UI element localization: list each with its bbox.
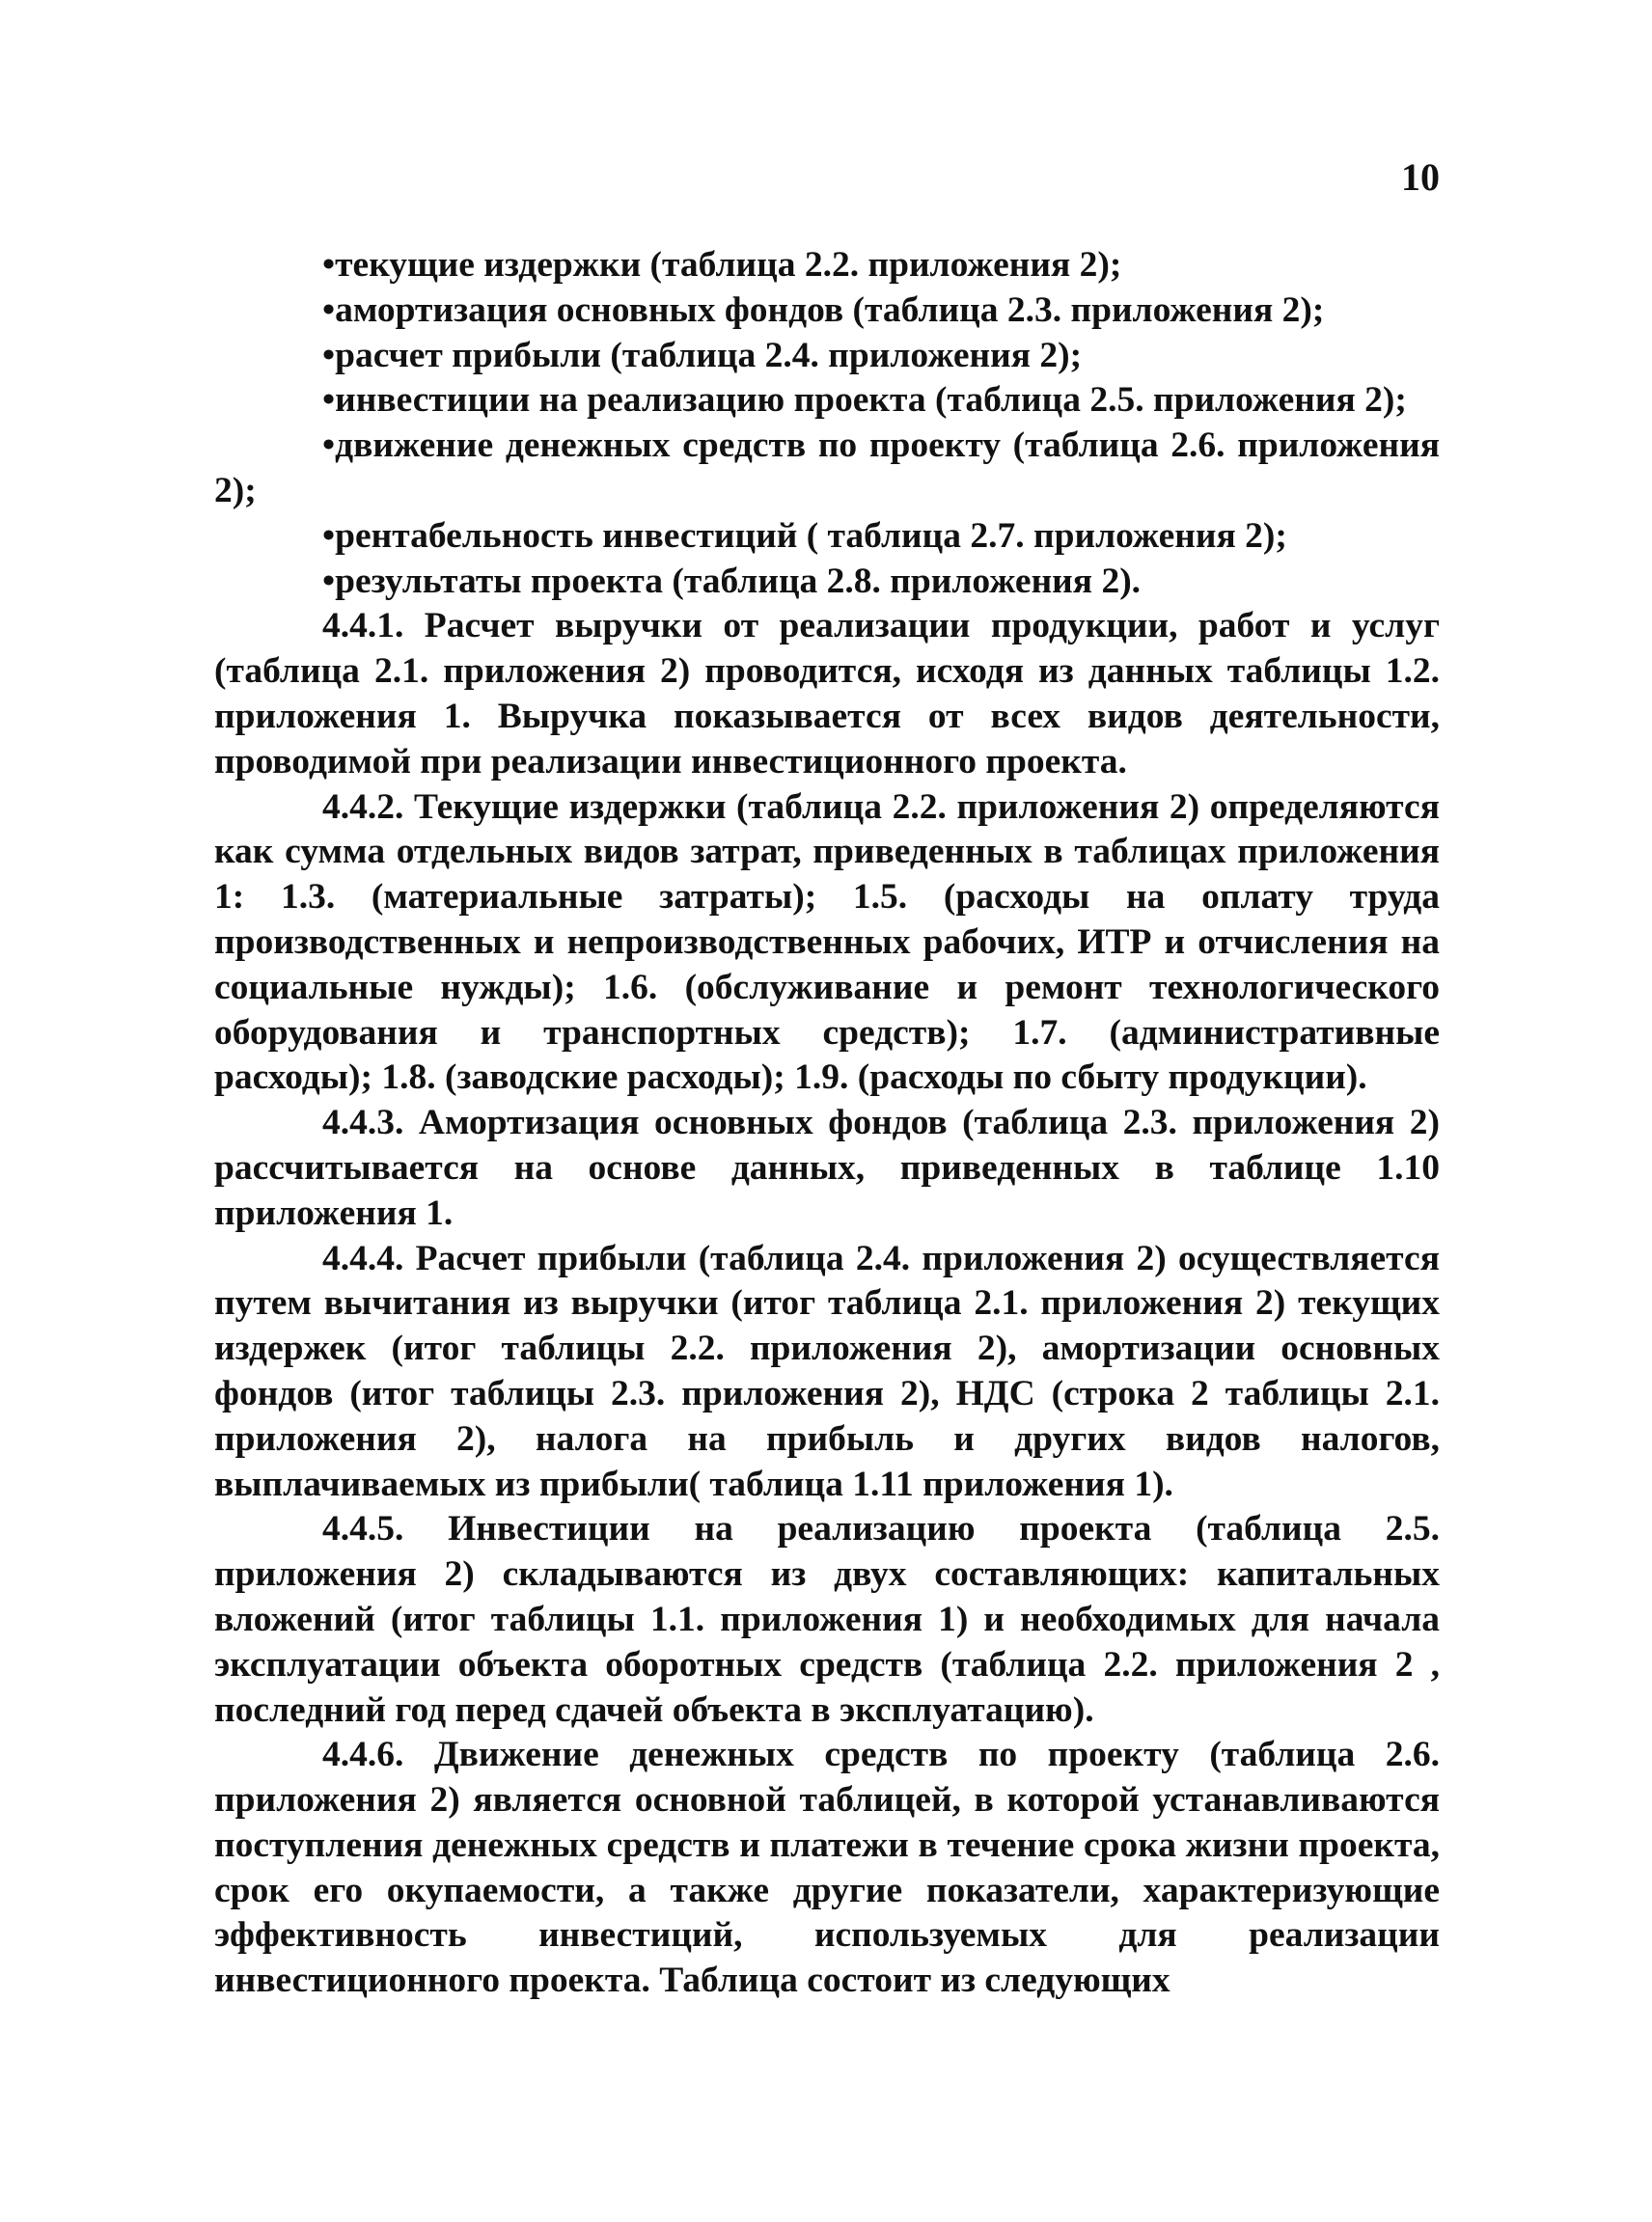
bullet-investments: •инвестиции на реализацию проекта (таблица 2.5. приложения 2); [322, 380, 1407, 421]
paragraph-4-4-1: 4.4.1. Расчет выручки от реализации продукции, работ и услуг (таблица 2.1. приложения 2) проводится, исходя из данных таблицы 1.2. приложения 1. Выручка показывается от всех видов деятельности, проводимой при реализации инвестиционного проекта. [214, 606, 1440, 782]
bullet-cash-flow: •движение денежных средств по проекту (таблица 2.6. приложения 2); [214, 425, 1440, 510]
bullet-profit-calculation: •расчет прибыли (таблица 2.4. приложения 2); [322, 335, 1083, 375]
document-body [214, 243, 1440, 2004]
bullet-profitability: •рентабельность инвестиций ( таблица 2.7. приложения 2); [322, 515, 1287, 556]
paragraph-4-4-4: 4.4.4. Расчет прибыли (таблица 2.4. приложения 2) осуществляется путем вычитания из выручки (итог таблица 2.1. приложения 2) текущих издержек (итог таблицы 2.2. приложения 2), амортизации основных фондов (итог таблицы 2.3. приложения 2), НДС (строка 2 таблицы 2.1. приложения 2), налога на прибыль и других видов налогов, выплачиваемых из прибыли( таблица 1.11 приложения 1). [214, 1238, 1440, 1504]
paragraph-4-4-6: 4.4.6. Движение денежных средств по проекту (таблица 2.6. приложения 2) является основной таблицей, в которой устанавливаются поступления денежных средств и платежи в течение срока жизни проекта, срок его окупаемости, а также другие показатели, характеризующие эффективность инвестиций, используемых для реализации инвестиционного проекта. Таблица состоит из следующих [214, 1735, 1440, 2001]
paragraph-4-4-5: 4.4.5. Инвестиции на реализацию проекта (таблица 2.5. приложения 2) складываются из двух составляющих: капитальных вложений (итог таблицы 1.1. приложения 1) и необходимых для начала эксплуатации объекта оборотных средств (таблица 2.2. приложения 2 , последний год перед сдачей объекта в эксплуатацию). [214, 1509, 1440, 1730]
bullet-project-results: •результаты проекта (таблица 2.8. приложения 2). [322, 561, 1142, 601]
paragraph-4-4-2: 4.4.2. Текущие издержки (таблица 2.2. приложения 2) определяются как сумма отдельных видов затрат, приведенных в таблицах приложения 1: 1.3. (материальные затраты); 1.5. (расходы на оплату труда производственных и непроизводственных рабочих, ИТР и отчисления на социальные нужды); 1.6. (обслуживание и ремонт технологического оборудования и транспортных средств); 1.7. (административные расходы); 1.8. (заводские расходы); 1.9. (расходы по сбыту продукции). [214, 786, 1440, 1098]
paragraph-4-4-3: 4.4.3. Амортизация основных фондов (таблица 2.3. приложения 2) рассчитывается на основе данных, приведенных в таблице 1.10 приложения 1. [214, 1103, 1440, 1233]
page-number: 10 [1401, 155, 1440, 199]
bullet-current-costs: •текущие издержки (таблица 2.2. приложения 2); [322, 245, 1122, 285]
bullet-depreciation: •амортизация основных фондов (таблица 2.3. приложения 2); [322, 289, 1325, 330]
